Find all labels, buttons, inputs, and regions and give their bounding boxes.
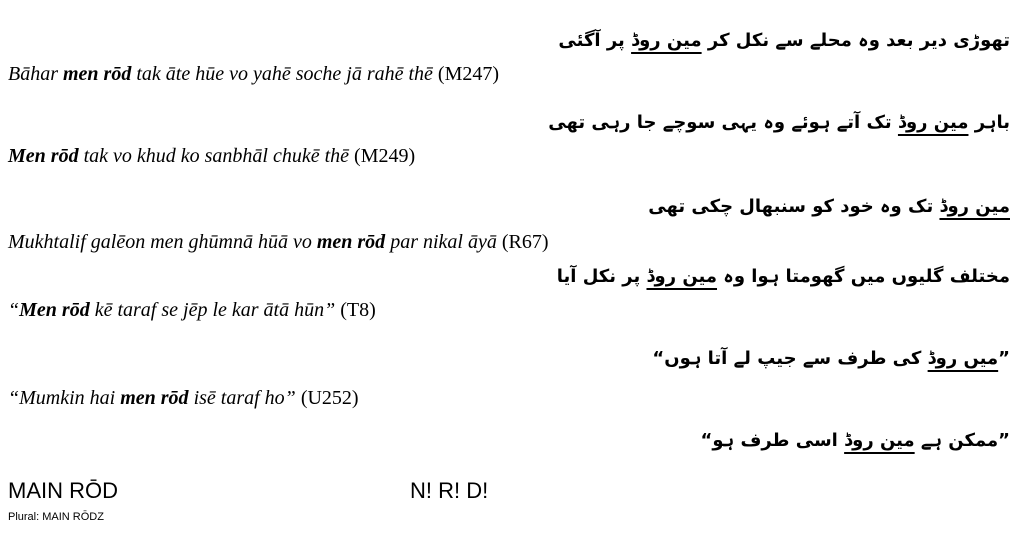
urdu-example-2 [548, 110, 1010, 136]
urdu-text: مختلف گلیوں میں گھومتا ہوا وہ [717, 266, 1010, 287]
urdu-term: میں روڈ [927, 348, 999, 369]
urdu-example-3 [648, 194, 1010, 220]
source-reference: (M247) [437, 63, 500, 85]
urdu-text: کی طرف سے جیپ لے آتا ہوں“ [652, 348, 928, 369]
urdu-term: مین روڈ [631, 30, 702, 51]
urdu-text: تھوڑی دیر بعد وہ محلے سے نکل کر [701, 30, 1010, 51]
roman-text: “Mumkin hai [8, 387, 121, 409]
urdu-text: ” [998, 348, 1010, 369]
roman-example-3 [8, 230, 549, 254]
roman-term: men rōd [63, 63, 132, 85]
urdu-term: مین روڈ [897, 112, 969, 133]
roman-term: men rōd [316, 231, 386, 253]
roman-example-1 [8, 62, 499, 86]
urdu-text: باہر [968, 112, 1010, 133]
urdu-example-4 [557, 264, 1010, 290]
urdu-term: مین روڈ [844, 430, 915, 451]
source-reference: (T8) [340, 299, 376, 321]
source-reference: (U252) [300, 387, 359, 409]
roman-text: tak āte hūe vo yahē soche jā rahē thē [131, 63, 438, 85]
phonetic-code: N! R! D! [410, 478, 489, 503]
roman-text: kē taraf se jēp le kar ātā hūn” [89, 299, 341, 321]
urdu-text: پر نکل آیا [556, 266, 647, 287]
urdu-text: پر آگئی [558, 30, 632, 51]
roman-example-2 [8, 144, 415, 168]
urdu-example-6 [701, 428, 1010, 454]
urdu-example-1 [558, 28, 1010, 54]
urdu-text: اسی طرف ہو“ [700, 430, 845, 451]
source-reference: (M249) [354, 145, 416, 167]
roman-text: Mukhtalif galēon men ghūmnā hūā vo [8, 231, 317, 253]
urdu-text: تک وہ خود کو سنبھال چکی تھی [648, 196, 940, 217]
urdu-term: مین روڈ [646, 266, 718, 287]
roman-term: Men rōd [8, 145, 79, 167]
urdu-term: مین روڈ [939, 196, 1010, 217]
plural-form: Plural: MAIN RŌDZ [8, 511, 104, 523]
source-reference: (R67) [501, 231, 549, 253]
urdu-text: ”ممکن ہے [914, 430, 1010, 451]
roman-text: Bāhar [8, 63, 63, 85]
roman-text: tak vo khud ko sanbhāl chukē thē [78, 145, 355, 167]
roman-example-5 [8, 386, 359, 410]
roman-text: isē taraf ho” [188, 387, 301, 409]
roman-term: men rōd [120, 387, 189, 409]
roman-example-4 [8, 298, 376, 322]
roman-text: par nikal āyā [385, 231, 502, 253]
headword: MAIN RŌD [8, 478, 118, 503]
urdu-text: تک آتے ہوئے وہ یہی سوچے جا رہی تھی [548, 112, 898, 133]
roman-term: Men rōd [19, 299, 90, 321]
urdu-example-5 [652, 346, 1010, 372]
roman-text: “ [8, 299, 20, 321]
